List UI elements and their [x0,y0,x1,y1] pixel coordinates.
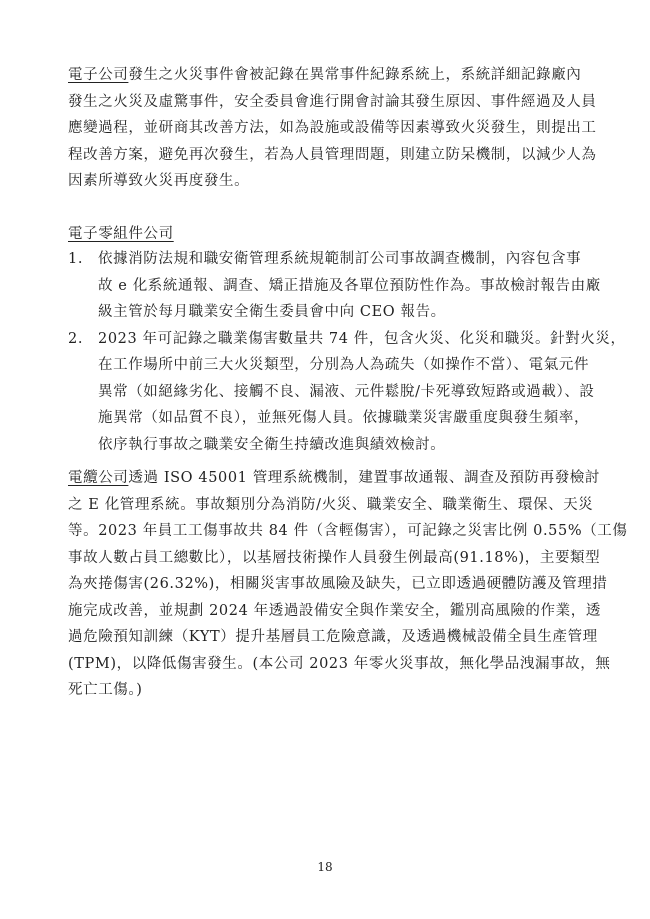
page-number: 18 [317,860,333,874]
paragraph-line: 為夾捲傷害(26.32%)，相關災害事故風險及缺失，已立即透過硬體防護及管理措 [68,576,608,592]
list-item-line: 依序執行事故之職業安全衛生持續改進與績效檢討。 [98,436,446,453]
list-item-line: 異常（如絕緣劣化、接觸不良、漏液、元件鬆脫/卡死導致短路或過載）、設 [98,383,595,400]
paragraph-line: 死亡工傷。) [68,682,143,698]
paragraph-line: 等。2023 年員工工傷事故共 84 件（含輕傷害），可記錄之災害比例 0.55%（工傷 [68,523,628,539]
company-name-electronics: 電子公司 [68,67,129,83]
list-item-line: 施異常（如品質不良），並無死傷人員。依據職業災害嚴重度與發生頻率， [98,410,590,426]
list-item-line: 在工作場所中前三大火災類型，分別為人為疏失（如操作不當）、電氣元件 [98,357,590,373]
paragraph-line: 應變過程，並研商其改善方法，如為設施或設備等因素導致火災發生，則提出工 [68,120,597,136]
paragraph-line: 過危險預知訓練（KYT）提升基層員工危險意識，及透過機械設備全員生產管理 [68,629,598,645]
section-heading-components-company: 電子零組件公司 [68,226,174,242]
paragraph-line: (TPM)，以降低傷害發生。(本公司 2023 年零火災事故，無化學品洩漏事故，無 [68,655,611,672]
paragraph-line: 因素所導致火災再度發生。 [68,173,250,189]
paragraph-cable-company [68,465,628,704]
paragraph-line: 之 E 化管理系統。事故類別分為消防/火災、職業安全、職業衛生、環保、天災 [68,496,594,513]
paragraph-line: 事故人數占員工總數比），以基層技術操作人員發生例最高(91.18%)，主要類型 [68,549,601,566]
list-item [68,326,626,459]
paragraph-electronics-company [68,62,597,195]
list-item-number: 2. [68,330,84,347]
company-name-cable: 電纜公司 [68,470,129,486]
list-item-line: 故 e 化系統通報、調查、矯正措施及各單位預防性作為。事故檢討報告由廠 [98,277,601,294]
paragraph-line: 發生之火災及虛驚事件，安全委員會進行開會討論其發生原因、事件經過及人員 [68,93,597,110]
paragraph-line: 程改善方案，避免再次發生，若為人員管理問題，則建立防呆機制，以減少人為 [68,146,597,163]
list-item-line: 級主管於每月職業安全衛生委員會中向 CEO 報告。 [98,304,446,320]
paragraph-line: 施完成改善，並規劃 2024 年透過設備安全與作業安全，鑑別高風險的作業，透 [68,602,601,619]
list-item-line: 依據消防法規和職安衛管理系統規範制訂公司事故調查機制，內容包含事 [98,251,582,267]
list-item-line: 2023 年可記錄之職業傷害數量共 74 件，包含火災、化災和職災。針對火災， [98,330,626,347]
numbered-list [68,246,626,458]
list-item [68,246,601,326]
paragraph-line: 電子公司發生之火災事件會被記錄在異常事件紀錄系統上，系統詳細記錄廠內 [68,67,582,83]
paragraph-line: 電纜公司透過 ISO 45001 管理系統機制，建置事故通報、調查及預防再發檢討 [68,470,601,486]
list-item-number: 1. [68,251,84,267]
